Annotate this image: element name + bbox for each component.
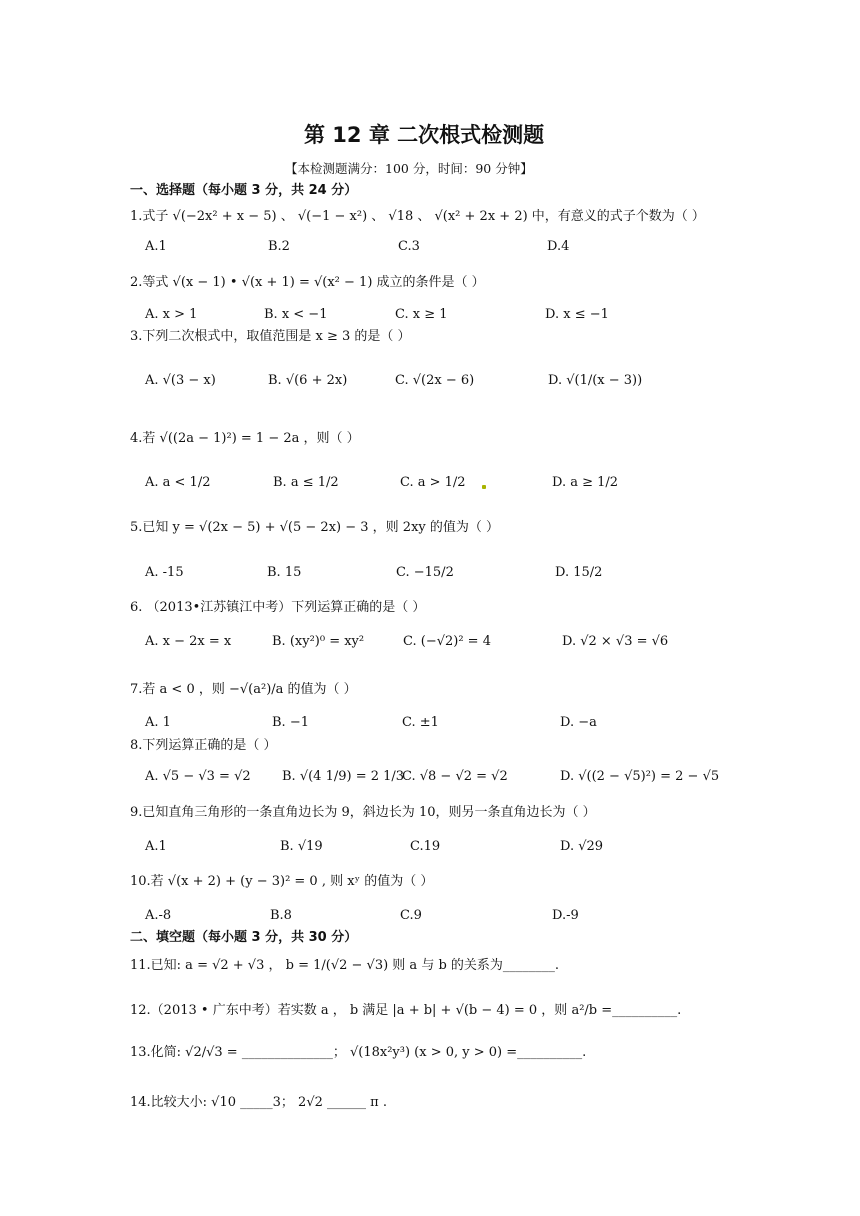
option-a: A. -15: [145, 565, 184, 580]
option-a: A.-8: [145, 908, 172, 923]
question-stem: 6. （2013•江苏镇江中考）下列运算正确的是（ ）: [130, 600, 426, 615]
option-a: A. 1: [145, 715, 171, 730]
option-c: C. x ≥ 1: [395, 307, 448, 322]
option-c: C. √(2x − 6): [395, 373, 475, 388]
option-d: D. −a: [560, 715, 597, 730]
question-stem: 5.已知 y = √(2x − 5) + √(5 − 2x) − 3 ，则 2xy 的值为（ ）: [130, 520, 500, 535]
option-a: A.1: [145, 239, 167, 254]
question-stem: 11.已知: a = √2 + √3 ， b = 1/(√2 − √3) 则 a 与 b 的关系为________.: [130, 958, 560, 973]
option-d: D. √2 × √3 = √6: [562, 634, 669, 649]
option-c: C. a > 1/2: [400, 475, 466, 490]
option-d: D. √((2 − √5)²) = 2 − √5: [560, 769, 720, 784]
option-d: D. x ≤ −1: [545, 307, 609, 322]
option-d: D.-9: [552, 908, 579, 923]
decorative-dot: [482, 485, 486, 489]
option-b: B. (xy²)⁰ = xy²: [272, 634, 365, 649]
option-b: B.8: [270, 908, 292, 923]
page-subtitle: 【本检测题满分：100 分，时间：90 分钟】: [285, 161, 533, 176]
option-b: B. a ≤ 1/2: [273, 475, 339, 490]
option-b: B. √(6 + 2x): [268, 373, 348, 388]
question-stem: 7.若 a < 0 ，则 −√(a²)/a 的值为（ ）: [130, 682, 357, 697]
question-stem: 2.等式 √(x − 1) • √(x + 1) = √(x² − 1) 成立的条件是（ ）: [130, 275, 485, 290]
option-c: C. −15/2: [396, 565, 454, 580]
option-a: A. x − 2x = x: [145, 634, 232, 649]
question-stem: 10.若 √(x + 2) + (y − 3)² = 0 , 则 xʸ 的值为（ ）: [130, 874, 434, 889]
question-stem: 14.比较大小: √10 _____3； 2√2 ______ π .: [130, 1095, 387, 1110]
option-b: B. x < −1: [264, 307, 328, 322]
option-a: A. a < 1/2: [145, 475, 211, 490]
option-c: C.3: [398, 239, 420, 254]
page-title: 第 12 章 二次根式检测题: [304, 123, 545, 147]
option-b: B. −1: [272, 715, 309, 730]
question-stem: 8.下列运算正确的是（ ）: [130, 738, 277, 753]
option-c: C. ±1: [402, 715, 439, 730]
option-d: D. a ≥ 1/2: [552, 475, 619, 490]
section-heading-fill: 二、填空题（每小题 3 分，共 30 分）: [130, 930, 358, 945]
option-b: B.2: [268, 239, 290, 254]
question-stem: 12.（2013 • 广东中考）若实数 a ， b 满足 |a + b| + √(b − 4) = 0 ，则 a²/b =__________.: [130, 1003, 682, 1018]
option-b: B. √(4 1/9) = 2 1/3: [282, 769, 405, 784]
question-stem: 13.化简: √2/√3 = ______________； √(18x²y³) (x > 0, y > 0) =__________.: [130, 1045, 587, 1060]
question-stem: 3.下列二次根式中，取值范围是 x ≥ 3 的是（ ）: [130, 329, 411, 344]
option-a: A. x > 1: [145, 307, 198, 322]
option-c: C. √8 − √2 = √2: [402, 769, 508, 784]
option-d: D.4: [547, 239, 570, 254]
option-b: B. √19: [280, 839, 323, 854]
question-stem: 9.已知直角三角形的一条直角边长为 9，斜边长为 10，则另一条直角边长为（ ）: [130, 805, 596, 820]
question-stem: 1.式子 √(−2x² + x − 5) 、 √(−1 − x²) 、 √18 、 √(x² + 2x + 2) 中，有意义的式子个数为（ ）: [130, 209, 705, 224]
section-heading-choice: 一、选择题（每小题 3 分，共 24 分）: [130, 183, 358, 198]
option-c: C. (−√2)² = 4: [403, 634, 491, 649]
question-stem: 4.若 √((2a − 1)²) = 1 − 2a ，则（ ）: [130, 431, 360, 446]
option-b: B. 15: [267, 565, 302, 580]
option-d: D. √(1/(x − 3)): [548, 373, 643, 388]
option-d: D. √29: [560, 839, 604, 854]
option-a: A. √(3 − x): [145, 373, 216, 388]
option-a: A. √5 − √3 = √2: [145, 769, 251, 784]
option-c: C.9: [400, 908, 422, 923]
option-d: D. 15/2: [555, 565, 603, 580]
option-a: A.1: [145, 839, 167, 854]
option-c: C.19: [410, 839, 441, 854]
